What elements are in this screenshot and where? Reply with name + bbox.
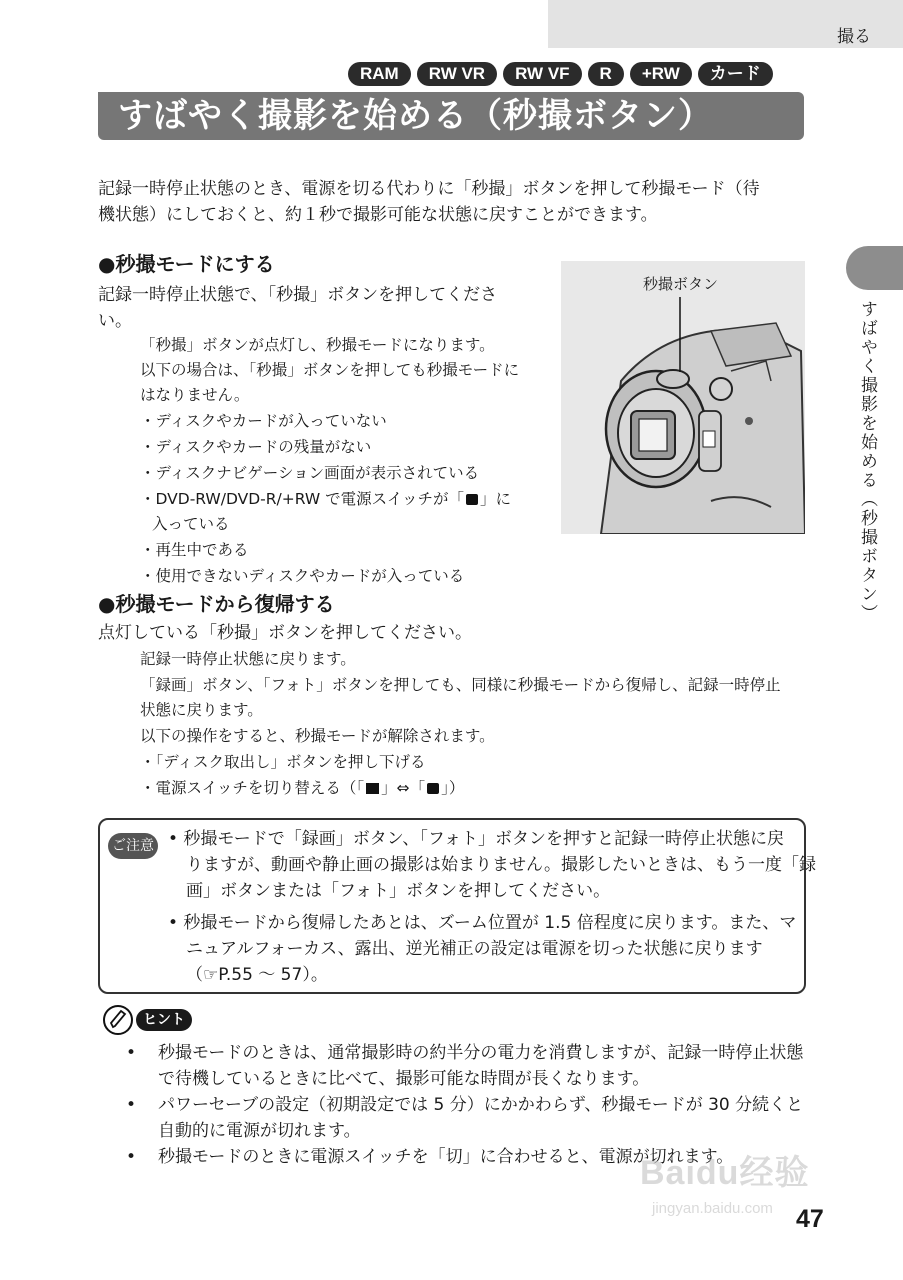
intro-line-2: 機状態）にしておくと、約１秒で撮影可能な状態に戻すことができます。 [98, 205, 658, 225]
caution-item-1-line: • 秒撮モードで「録画」ボタン、「フォト」ボタンを押すと記録一時停止状態に戻 [168, 829, 785, 849]
side-tab-text: すばやく撮影を始める（秒撮ボタン） [857, 300, 877, 623]
caution-item-2-line: （☞P.55 ～ 57）。 [186, 965, 328, 985]
section1-note-2a: 以下の場合は、「秒撮」ボタンを押しても秒撮モードに [140, 361, 520, 379]
hint-bullet: • [126, 1095, 137, 1115]
page-title: すばやく撮影を始める（秒撮ボタン） [118, 96, 713, 136]
switch-line-start: ・電源スイッチを切り替える（「 [140, 779, 365, 797]
hint-item-2-line: 自動的に電源が切れます。 [158, 1121, 361, 1141]
badge-card: カード [698, 62, 773, 86]
section1-note-2b: はなりません。 [140, 386, 250, 404]
camera-mode-icon [466, 494, 478, 505]
section2-lead: 点灯している「秒撮」ボタンを押してください。 [98, 623, 472, 643]
camera-mode-icon [427, 783, 439, 794]
caution-item-2-line: • 秒撮モードから復帰したあとは、ズーム位置が 1.5 倍程度に戻ります。また、マ [168, 913, 797, 933]
caution-badge: ご注意 [108, 833, 158, 859]
baidu-watermark [640, 1145, 809, 1217]
switch-line-mid: 」⇔「 [381, 779, 426, 797]
switch-line-end: 」） [441, 779, 465, 797]
caution-item-2-line: ニュアルフォーカス、露出、逆光補正の設定は電源を切った状態に戻ります [186, 939, 763, 959]
hint-item-3-line: 秒撮モードのときに電源スイッチを「切」に合わせると、電源が切れます。 [158, 1147, 734, 1167]
badge-plus-rw: +RW [630, 62, 692, 86]
media-badges [348, 62, 773, 86]
list-item: ・ディスクやカードが入っていない [140, 412, 387, 430]
side-tab-marker [846, 246, 903, 290]
section1-heading: ●秒撮モードにする [98, 252, 275, 276]
watermark-brand: Baidu经验 [640, 1154, 810, 1192]
badge-ram: RAM [348, 62, 411, 86]
hint-bullet: • [126, 1147, 137, 1167]
hint-badge: ヒント [136, 1009, 192, 1031]
section1-lead-2: い。 [98, 311, 132, 331]
list-item-text: ・DVD-RW/DVD-R/+RW で電源スイッチが「 [140, 490, 465, 508]
camcorder-illustration [561, 261, 805, 534]
page-number: 47 [796, 1205, 824, 1233]
hint-bullet: • [126, 1043, 137, 1063]
hint-item-1-line: で待機しているときに比べて、撮影可能な時間が長くなります。 [158, 1069, 650, 1089]
section1-note-1: 「秒撮」ボタンが点灯し、秒撮モードになります。 [140, 336, 495, 354]
badge-rw-vr: RW VR [417, 62, 497, 86]
camera-figure [561, 261, 805, 534]
caution-item-1-line: りますが、動画や静止画の撮影は始まりません。撮影したいときは、もう一度「録 [186, 855, 817, 875]
hint-item-1-line: 秒撮モードのときは、通常撮影時の約半分の電力を消費しますが、記録一時停止状態 [158, 1043, 804, 1063]
list-item-suffix: 」に [480, 490, 512, 508]
hint-item-2-line: パワーセーブの設定（初期設定では 5 分）にかかわらず、秒撮モードが 30 分続くと [158, 1095, 804, 1115]
section2-switch-line [140, 775, 464, 801]
section-label: 撮る [837, 27, 871, 47]
list-item: ・使用できないディスクやカードが入っている [140, 567, 465, 585]
watermark-url: jingyan.baidu.com [652, 1200, 773, 1217]
figure-callout-label: 秒撮ボタン [643, 275, 719, 293]
section2-line: 状態に戻ります。 [140, 701, 263, 719]
section2-line: 以下の操作をすると、秒撮モードが解除されます。 [140, 727, 495, 745]
list-item-continuation: 入っている [152, 515, 230, 533]
hint-pencil-icon [102, 1004, 134, 1040]
intro-line-1: 記録一時停止状態のとき、電源を切る代わりに「秒撮」ボタンを押して秒撮モード（待 [98, 179, 760, 199]
badge-r: R [588, 62, 624, 86]
list-item: ・ディスクやカードの残量がない [140, 438, 372, 456]
section2-line: 「録画」ボタン、「フォト」ボタンを押しても、同様に秒撮モードから復帰し、記録一時停止 [140, 676, 781, 694]
caution-item-1-line: 画」ボタンまたは「フォト」ボタンを押してください。 [186, 881, 611, 901]
section1-lead-1: 記録一時停止状態で、「秒撮」ボタンを押してくださ [98, 285, 498, 305]
section2-line: ・「ディスク取出し」ボタンを押し下げる [140, 753, 426, 771]
list-item: ・ディスクナビゲーション画面が表示されている [140, 464, 480, 482]
badge-rw-vf: RW VF [503, 62, 581, 86]
section2-heading: ●秒撮モードから復帰する [98, 592, 335, 616]
list-item [140, 486, 511, 512]
section2-line: 記録一時停止状態に戻ります。 [140, 650, 356, 668]
list-item: ・再生中である [140, 541, 249, 559]
movie-mode-icon [366, 783, 379, 794]
